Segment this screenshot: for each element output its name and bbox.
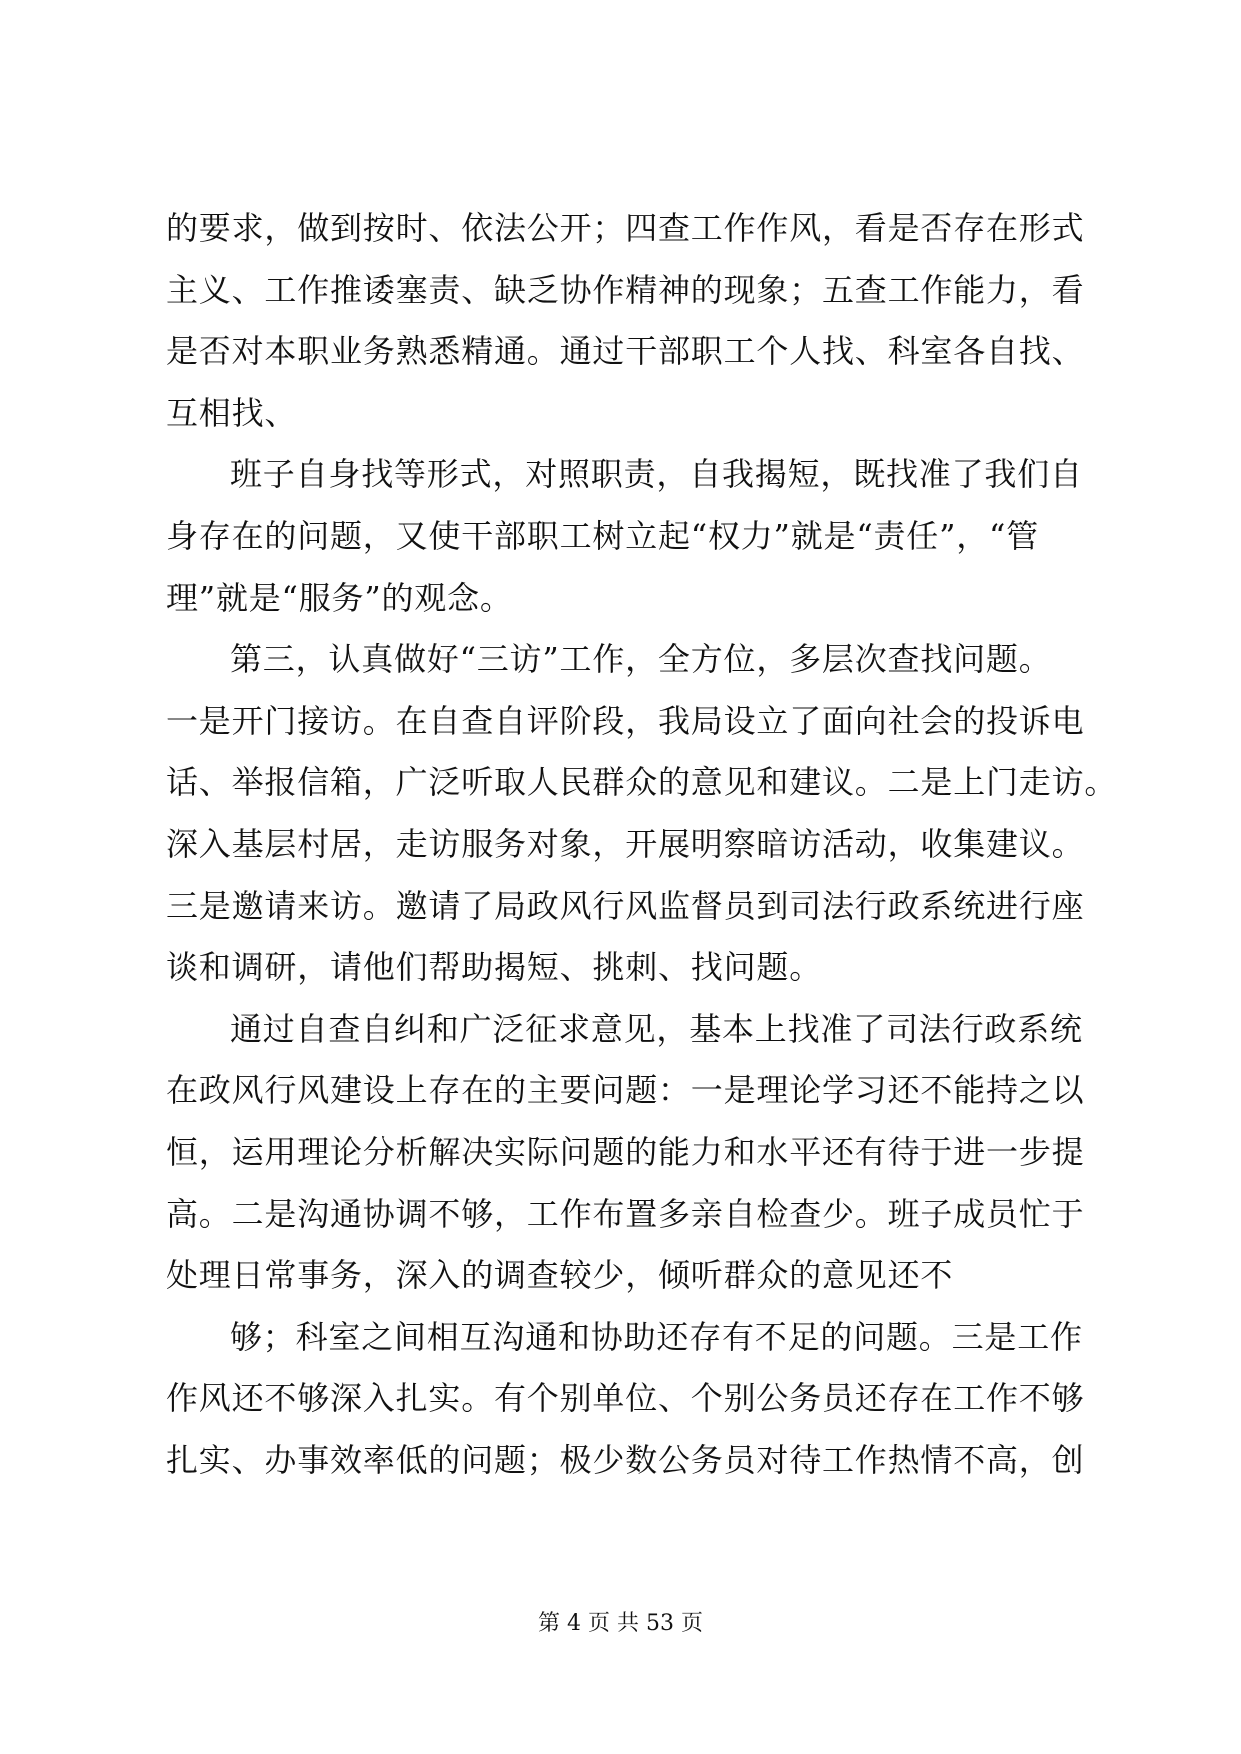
text-line: 通过自查自纠和广泛征求意见，基本上找准了司法行政系统	[230, 1009, 1083, 1048]
document-body	[166, 198, 1118, 1491]
text-line: 身存在的问题，又使干部职工树立起“权力”就是“责任”，“管	[166, 516, 1039, 555]
text-line: 扎实、办事效率低的问题；极少数公务员对待工作热情不高，创	[166, 1440, 1085, 1479]
text-line: 话、举报信箱，广泛听取人民群众的意见和建议。二是上门走访。	[166, 763, 1118, 802]
text-line: 恒，运用理论分析解决实际问题的能力和水平还有待于进一步提	[166, 1132, 1085, 1171]
text-line: 的要求，做到按时、依法公开；四查工作作风，看是否存在形式	[166, 209, 1085, 247]
text-line: 是否对本职业务熟悉精通。通过干部职工个人找、科室各自找、	[166, 332, 1085, 371]
text-line: 处理日常事务，深入的调查较少，倾听群众的意见还不	[166, 1256, 954, 1295]
text-line: 一是开门接访。在自查自评阶段，我局设立了面向社会的投诉电	[166, 701, 1085, 740]
text-line: 互相找、	[166, 393, 298, 432]
text-line: 深入基层村居，走访服务对象，开展明察暗访活动，收集建议。	[166, 824, 1085, 863]
text-line: 理”就是“服务”的观念。	[166, 578, 513, 617]
text-line: 谈和调研，请他们帮助揭短、挑刺、找问题。	[166, 948, 823, 987]
page-footer: 第 4 页 共 53 页	[538, 1611, 703, 1636]
text-line: 高。二是沟通协调不够，工作布置多亲自检查少。班子成员忙于	[166, 1194, 1085, 1233]
text-line: 第三，认真做好“三访”工作，全方位，多层次查找问题。	[230, 640, 1052, 679]
text-line: 班子自身找等形式，对照职责，自我揭短，既找准了我们自	[230, 455, 1083, 494]
text-line: 三是邀请来访。邀请了局政风行风监督员到司法行政系统进行座	[166, 886, 1085, 925]
text-line: 在政风行风建设上存在的主要问题：一是理论学习还不能持之以	[166, 1071, 1085, 1110]
text-line: 作风还不够深入扎实。有个别单位、个别公务员还存在工作不够	[166, 1379, 1085, 1418]
text-line: 主义、工作推诿塞责、缺乏协作精神的现象；五查工作能力，看	[166, 270, 1085, 309]
text-line: 够；科室之间相互沟通和协助还存有不足的问题。三是工作	[230, 1317, 1083, 1356]
